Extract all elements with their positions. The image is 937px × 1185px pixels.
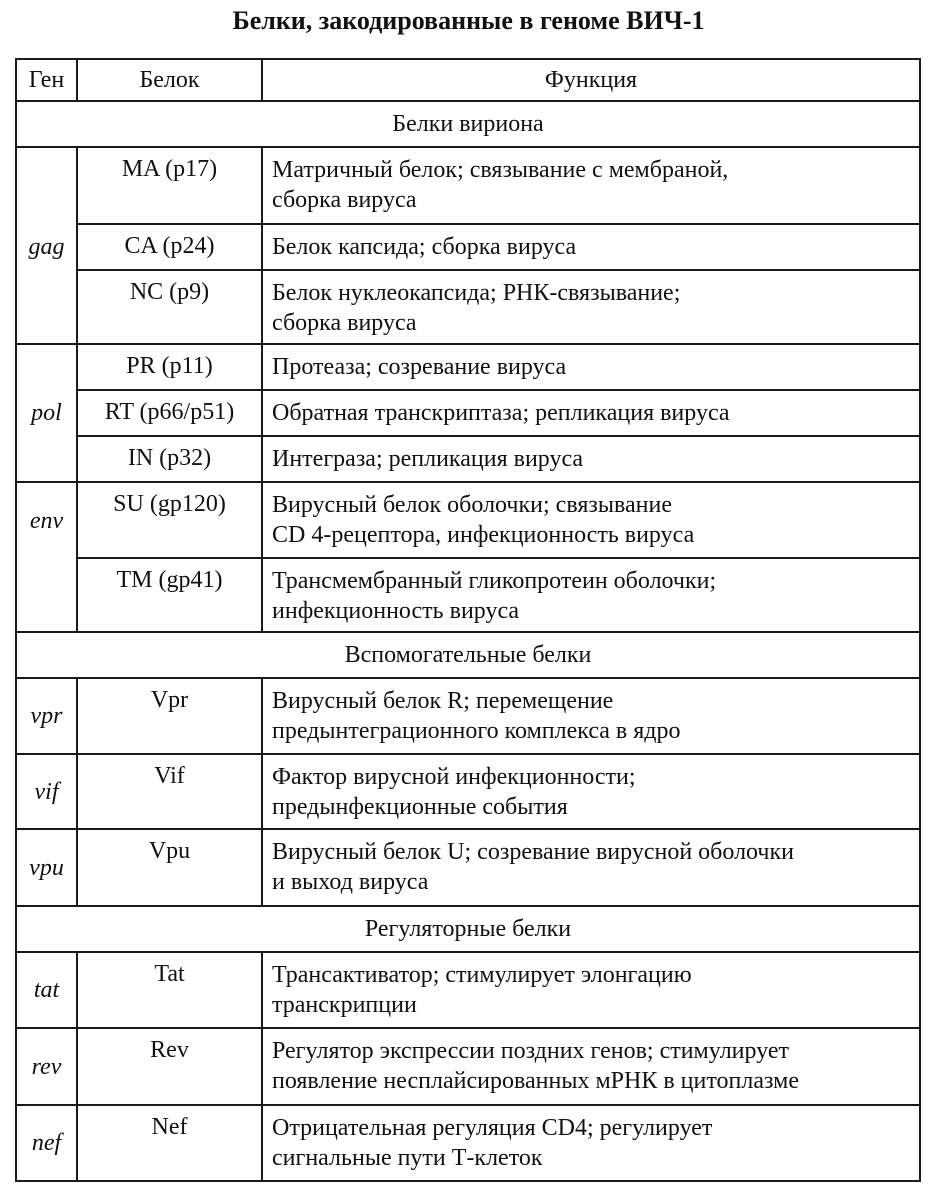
gene-cell: env xyxy=(16,482,77,558)
gene-cell: vpr xyxy=(16,678,77,754)
protein-cell: Vif xyxy=(77,754,262,829)
table-row xyxy=(16,952,920,1028)
protein-cell: CA (p24) xyxy=(77,224,262,270)
table-row xyxy=(16,829,920,906)
gene-cell xyxy=(16,147,77,224)
function-cell: Протеаза; созревание вируса xyxy=(262,344,920,390)
gene-cell: vif xyxy=(16,754,77,829)
protein-cell: IN (p32) xyxy=(77,436,262,482)
protein-cell: Vpr xyxy=(77,678,262,754)
gene-cell: pol xyxy=(16,390,77,436)
protein-cell: SU (gp120) xyxy=(77,482,262,558)
protein-cell: MA (p17) xyxy=(77,147,262,224)
table-row xyxy=(16,436,920,482)
table-row xyxy=(16,754,920,829)
table-row xyxy=(16,482,920,558)
protein-cell: RT (p66/p51) xyxy=(77,390,262,436)
protein-cell: Rev xyxy=(77,1028,262,1105)
gene-cell xyxy=(16,558,77,632)
protein-cell: Nef xyxy=(77,1105,262,1181)
function-cell: Фактор вирусной инфекционности; предынфекционные события xyxy=(262,754,920,829)
protein-cell: Vpu xyxy=(77,829,262,906)
function-cell: Отрицательная регуляция CD4; регулирует сигнальные пути Т-клеток xyxy=(262,1105,920,1181)
table-title: Белки, закодированные в геноме ВИЧ-1 xyxy=(232,6,705,35)
header-function: Функция xyxy=(262,59,920,101)
section-row xyxy=(16,632,920,678)
protein-cell: NC (p9) xyxy=(77,270,262,344)
gene-cell: gag xyxy=(16,224,77,270)
table-row xyxy=(16,344,920,390)
function-cell: Интеграза; репликация вируса xyxy=(262,436,920,482)
function-cell: Вирусный белок U; созревание вирусной оболочки и выход вируса xyxy=(262,829,920,906)
section-label: Вспомогательные белки xyxy=(16,632,920,678)
function-cell: Трансактиватор; стимулирует элонгацию транскрипции xyxy=(262,952,920,1028)
table-row xyxy=(16,147,920,224)
table-row xyxy=(16,1105,920,1181)
gene-cell: nef xyxy=(16,1105,77,1181)
table-row xyxy=(16,390,920,436)
table-row xyxy=(16,1028,920,1105)
gene-cell xyxy=(16,270,77,344)
function-cell: Обратная транскриптаза; репликация вируса xyxy=(262,390,920,436)
table-row xyxy=(16,224,920,270)
header-protein: Белок xyxy=(77,59,262,101)
section-label: Регуляторные белки xyxy=(16,906,920,952)
function-cell: Вирусный белок R; перемещение предынтеграционного комплекса в ядро xyxy=(262,678,920,754)
table-row xyxy=(16,558,920,632)
gene-cell: rev xyxy=(16,1028,77,1105)
table-row xyxy=(16,270,920,344)
gene-cell xyxy=(16,436,77,482)
function-cell: Белок капсида; сборка вируса xyxy=(262,224,920,270)
section-row xyxy=(16,101,920,147)
protein-cell: PR (p11) xyxy=(77,344,262,390)
function-cell: Белок нуклеокапсида; РНК-связывание; сборка вируса xyxy=(262,270,920,344)
header-gene: Ген xyxy=(16,59,77,101)
gene-cell: vpu xyxy=(16,829,77,906)
function-cell: Вирусный белок оболочки; связывание CD 4-рецептора, инфекционность вируса xyxy=(262,482,920,558)
function-cell: Матричный белок; связывание с мембраной, сборка вируса xyxy=(262,147,920,224)
header-row xyxy=(16,59,920,101)
hiv-proteins-table xyxy=(15,58,921,1182)
gene-cell: tat xyxy=(16,952,77,1028)
table-row xyxy=(16,678,920,754)
section-label: Белки вириона xyxy=(16,101,920,147)
protein-cell: TM (gp41) xyxy=(77,558,262,632)
function-cell: Регулятор экспрессии поздних генов; стимулирует появление несплайсированных мРНК в цитоплазме xyxy=(262,1028,920,1105)
gene-cell xyxy=(16,344,77,390)
section-row xyxy=(16,906,920,952)
function-cell: Трансмембранный гликопротеин оболочки; инфекционность вируса xyxy=(262,558,920,632)
protein-cell: Tat xyxy=(77,952,262,1028)
